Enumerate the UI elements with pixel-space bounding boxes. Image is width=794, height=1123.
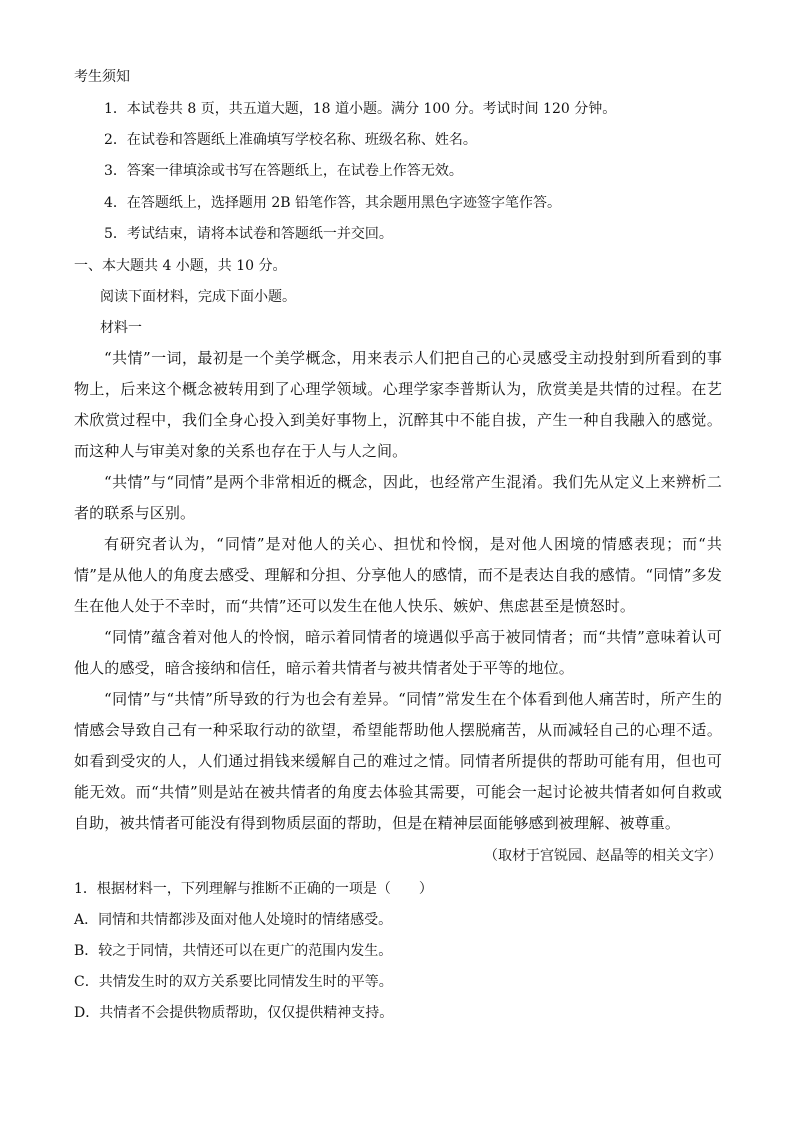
notice-item: 1．本试卷共 8 页，共五道大题，18 道小题。满分 100 分。考试时间 120 分钟。 — [104, 101, 617, 117]
notice-item: 5．考试结束，请将本试卷和答题纸一并交回。 — [104, 226, 393, 242]
material-paragraph: “同情”蕴含着对他人的怜悯，暗示着同情者的境遇似乎高于被同情者；而“共情”意味着认可他人的感受，暗含接纳和信任，暗示着共情者与被共情者处于平等的地位。 — [74, 628, 722, 677]
answer-option-c: C．共情发生时的双方关系要比同情发生时的平等。 — [74, 974, 393, 990]
material-paragraph: “共情”一词，最初是一个美学概念，用来表示人们把自己的心灵感受主动投射到所看到的事物上，后来这个概念被转用到了心理学领域。心理学家李普斯认为，欣赏美是共情的过程。在艺术欣赏过程中，我们全身心投入到美好事物上，沉醉其中不能自拔，产生一种自我融入的感觉。而这种人与审美对象的关系也存在于人与人之间。 — [74, 349, 722, 460]
notice-item: 3．答案一律填涂或书写在答题纸上，在试卷上作答无效。 — [104, 163, 463, 179]
material-paragraph: 有研究者认为，“同情”是对他人的关心、担忧和怜悯，是对他人困境的情感表现；而“共情”是从他人的角度去感受、理解和分担、分享他人的感情，而不是表达自我的感情。“同情”多发生在他人处于不幸时，而“共情”还可以发生在他人快乐、嫉妒、焦虑甚至是愤怒时。 — [74, 535, 722, 615]
answer-option-a: A．同情和共情都涉及面对他人处境时的情绪感受。 — [74, 912, 393, 928]
section-intro: 阅读下面材料，完成下面小题。 — [100, 289, 296, 305]
material-source: （取材于宫锐园、赵晶等的相关文字） — [484, 848, 722, 864]
material-paragraph: “共情”与“同情”是两个非常相近的概念，因此，也经常产生混淆。我们先从定义上来辨析二者的联系与区别。 — [74, 473, 722, 522]
notice-item: 2．在试卷和答题纸上准确填写学校名称、班级名称、姓名。 — [104, 132, 477, 148]
question-stem: 1．根据材料一，下列理解与推断不正确的一项是（ ） — [74, 881, 433, 897]
notice-item: 4．在答题纸上，选择题用 2B 铅笔作答，其余题用黑色字迹签字笔作答。 — [104, 195, 562, 211]
section-heading: 一、本大题共 4 小题，共 10 分。 — [74, 258, 287, 274]
notice-title: 考生须知 — [74, 69, 130, 85]
answer-option-b: B．较之于同情，共情还可以在更广的范围内发生。 — [74, 943, 393, 959]
answer-option-d: D．共情者不会提供物质帮助，仅仅提供精神支持。 — [74, 1005, 394, 1021]
material-paragraph: “同情”与“共情”所导致的行为也会有差异。“同情”常发生在个体看到他人痛苦时，所产生的情感会导致自己有一种采取行动的欲望，希望能帮助他人摆脱痛苦，从而减轻自己的心理不适。如看到受灾的人，人们通过捐钱来缓解自己的难过之情。同情者所提供的帮助可能有用，但也可能无效。而“共情”则是站在被共情者的角度去体验其需要，可能会一起讨论被共情者如何自救或自助，被共情者可能没有得到物质层面的帮助，但是在精神层面能够感到被理解、被尊重。 — [74, 690, 722, 832]
material-label: 材料一 — [100, 320, 142, 336]
